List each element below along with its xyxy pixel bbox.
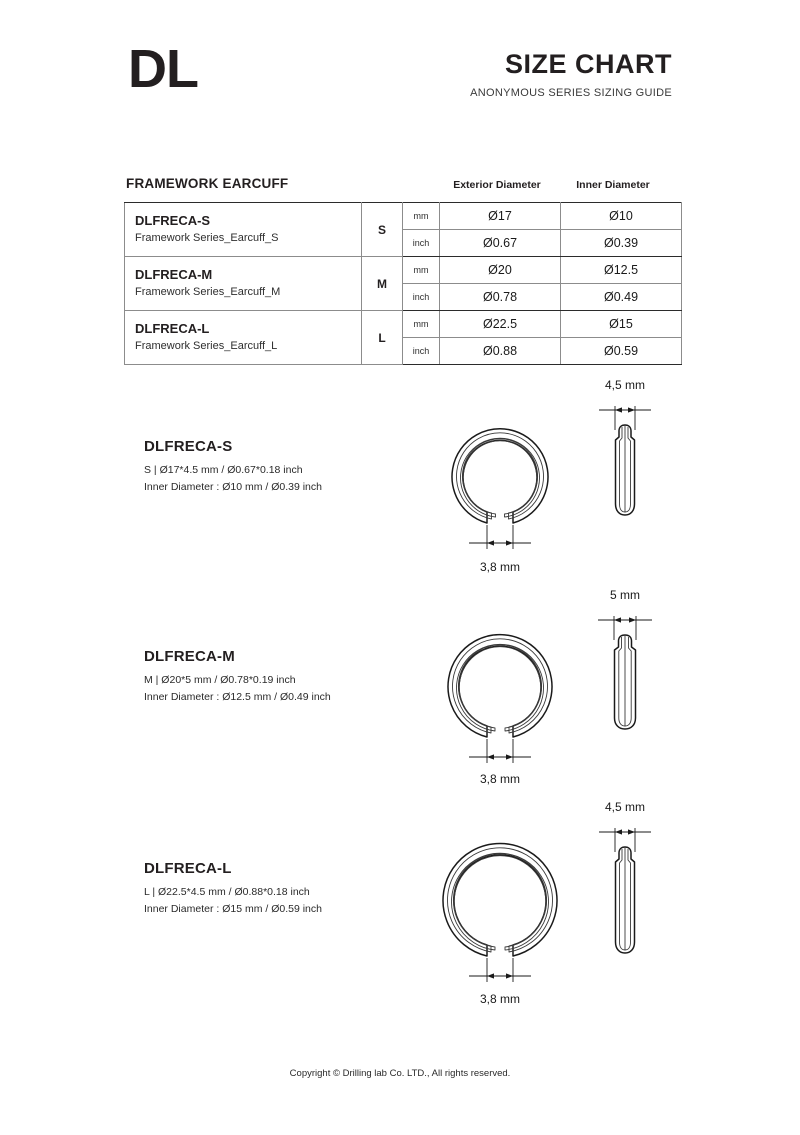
value-exterior-mm: Ø20 — [488, 263, 512, 277]
earcuff-front-view-diagram-m — [425, 596, 575, 786]
cell-inner-inch — [561, 284, 682, 311]
value-exterior-mm: Ø22.5 — [482, 317, 518, 331]
unit-label-mm: mm — [413, 211, 429, 221]
product-section-m — [0, 588, 800, 803]
cell-inner-inch — [561, 338, 682, 365]
earcuff-side-view-diagram-l — [565, 800, 685, 966]
cell-unit-mm — [403, 257, 440, 284]
product-spec-text — [144, 648, 414, 706]
product-spec-inner-diameter: Inner Diameter : Ø10 mm / Ø0.39 inch — [144, 480, 322, 493]
unit-label-mm: mm — [413, 265, 429, 275]
product-code: DLFRECA-L — [144, 860, 232, 877]
product-section-s — [0, 378, 800, 593]
brand-logo: DL — [128, 39, 198, 99]
cell-exterior-mm — [440, 203, 561, 230]
cell-exterior-inch — [440, 230, 561, 257]
value-inner-inch: Ø0.59 — [603, 344, 639, 358]
cell-inner-mm — [561, 203, 682, 230]
value-inner-mm: Ø10 — [609, 209, 633, 223]
product-spec-text — [144, 860, 414, 918]
cell-inner-mm — [561, 311, 682, 338]
cell-unit-inch — [403, 338, 440, 365]
earcuff-front-view-diagram-s — [425, 386, 575, 574]
table-caption: FRAMEWORK EARCUFF — [126, 176, 289, 191]
table-row — [125, 311, 682, 338]
product-description: Framework Series_Earcuff_L — [135, 339, 278, 352]
table-row — [125, 203, 682, 230]
dimension-label-gap-width: 3,8 mm — [479, 772, 520, 786]
cell-exterior-mm — [440, 311, 561, 338]
size-letter: L — [378, 330, 386, 345]
product-spec-text — [144, 438, 414, 496]
product-code: DLFRECA-S — [135, 213, 211, 229]
value-exterior-inch: Ø0.88 — [482, 344, 518, 358]
cell-product-name — [125, 203, 362, 257]
column-header-exterior-diameter: Exterior Diameter — [453, 179, 541, 191]
product-section-l — [0, 800, 800, 1015]
product-code: DLFRECA-L — [135, 321, 210, 337]
value-inner-inch: Ø0.39 — [603, 236, 639, 250]
page-subtitle: ANONYMOUS SERIES SIZING GUIDE — [470, 86, 672, 99]
cell-size-letter — [362, 203, 403, 257]
page-header — [0, 0, 800, 150]
product-spec-main: S | Ø17*4.5 mm / Ø0.67*0.18 inch — [144, 464, 303, 476]
cell-inner-inch — [561, 230, 682, 257]
size-table-section — [124, 176, 676, 365]
value-exterior-mm: Ø17 — [488, 209, 512, 223]
column-header-inner-diameter: Inner Diameter — [576, 179, 650, 191]
cell-unit-inch — [403, 284, 440, 311]
cell-inner-mm — [561, 257, 682, 284]
size-table — [124, 202, 682, 365]
table-header-row — [124, 176, 676, 202]
product-code: DLFRECA-M — [144, 648, 235, 665]
unit-label-inch: inch — [412, 238, 430, 248]
dimension-label-thickness: 4,5 mm — [604, 378, 645, 392]
cell-unit-mm — [403, 203, 440, 230]
page-title: SIZE CHART — [505, 49, 672, 79]
size-letter: S — [377, 222, 386, 237]
cell-exterior-inch — [440, 284, 561, 311]
cell-exterior-mm — [440, 257, 561, 284]
product-description: Framework Series_Earcuff_M — [135, 285, 281, 298]
earcuff-side-view-diagram-m — [565, 588, 685, 744]
title-block — [470, 50, 672, 99]
cell-exterior-inch — [440, 338, 561, 365]
earcuff-side-view-diagram-s — [565, 378, 685, 529]
product-spec-inner-diameter: Inner Diameter : Ø12.5 mm / Ø0.49 inch — [144, 690, 331, 703]
cell-size-letter — [362, 257, 403, 311]
cell-product-name — [125, 311, 362, 365]
value-exterior-inch: Ø0.78 — [482, 290, 518, 304]
unit-label-inch: inch — [412, 346, 430, 356]
size-letter: M — [377, 276, 387, 291]
dimension-label-thickness: 5 mm — [610, 588, 640, 602]
product-spec-main: L | Ø22.5*4.5 mm / Ø0.88*0.18 inch — [144, 886, 310, 898]
product-code: DLFRECA-M — [135, 267, 213, 283]
unit-label-mm: mm — [413, 319, 429, 329]
dimension-label-gap-width: 3,8 mm — [479, 560, 520, 574]
footer-copyright: Copyright © Drilling lab Co. LTD., All rights reserved. — [289, 1068, 511, 1079]
value-inner-mm: Ø15 — [609, 317, 633, 331]
dimension-label-gap-width: 3,8 mm — [479, 992, 520, 1006]
product-spec-inner-diameter: Inner Diameter : Ø15 mm / Ø0.59 inch — [144, 902, 322, 915]
value-exterior-inch: Ø0.67 — [482, 236, 518, 250]
table-row — [125, 257, 682, 284]
product-description: Framework Series_Earcuff_S — [135, 231, 279, 244]
unit-label-inch: inch — [412, 292, 430, 302]
value-inner-mm: Ø12.5 — [603, 263, 639, 277]
dimension-label-thickness: 4,5 mm — [604, 800, 645, 814]
earcuff-front-view-diagram-l — [425, 808, 575, 1006]
product-code: DLFRECA-S — [144, 438, 233, 455]
product-spec-main: M | Ø20*5 mm / Ø0.78*0.19 inch — [144, 674, 296, 686]
value-inner-inch: Ø0.49 — [603, 290, 639, 304]
cell-unit-mm — [403, 311, 440, 338]
cell-product-name — [125, 257, 362, 311]
cell-unit-inch — [403, 230, 440, 257]
cell-size-letter — [362, 311, 403, 365]
